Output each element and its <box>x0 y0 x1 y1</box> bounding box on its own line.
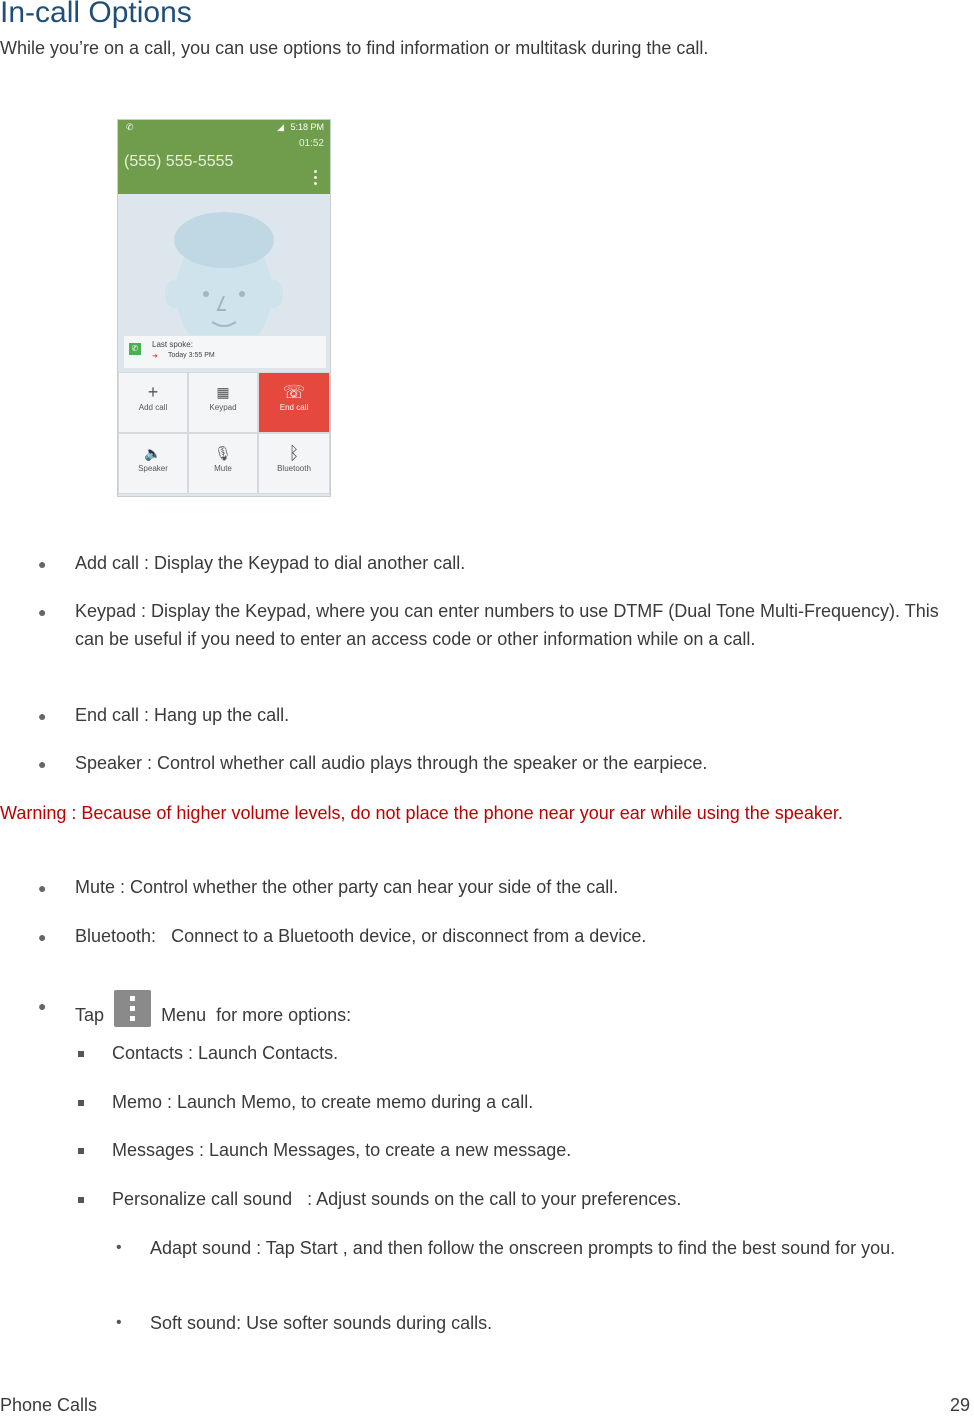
call-header <box>118 136 330 194</box>
end-call-label: End call <box>279 403 309 412</box>
tap-label: Tap <box>75 1005 105 1025</box>
status-time: 5:18 PM <box>290 122 324 132</box>
end-call-icon: ☏ <box>282 382 306 402</box>
mute-label: Mute <box>214 464 232 473</box>
bluetooth-label: Bluetooth <box>277 464 311 473</box>
plus-icon: + <box>147 382 159 402</box>
warning-text: Warning : Because of higher volume levels, do not place the phone near your ear while using the speaker. <box>0 803 843 823</box>
menu-icon <box>114 990 151 1027</box>
bullet-icon: ● <box>38 880 47 896</box>
square-bullet-icon <box>78 1197 84 1203</box>
menu-option-memo: Memo : Launch Memo, to create memo during a call. <box>112 1092 534 1112</box>
status-bar <box>118 120 330 136</box>
phone-number: (555) 555-5555 <box>124 153 234 170</box>
last-spoke-card <box>123 335 327 369</box>
speaker-icon: 🔈 <box>144 445 162 461</box>
call-duration: 01:52 <box>298 138 324 149</box>
list-item-add-call: Add call : Display the Keypad to dial another call. <box>75 553 466 573</box>
dot-bullet-icon: • <box>116 1239 122 1256</box>
page-number: 29 <box>949 1395 970 1415</box>
menu-option-messages: Messages : Launch Messages, to create a new message. <box>112 1140 572 1160</box>
square-bullet-icon <box>78 1100 84 1106</box>
list-item-speaker: Speaker : Control whether call audio plays through the speaker or the earpiece. <box>75 753 708 773</box>
more-options-icon[interactable] <box>314 170 318 188</box>
list-item-tap-menu <box>75 990 970 1031</box>
mute-button[interactable] <box>188 433 258 494</box>
keypad-button[interactable] <box>188 372 258 433</box>
keypad-icon: ▦ <box>216 384 230 400</box>
phone-icon: ✆ <box>129 343 141 355</box>
add-call-button[interactable] <box>118 372 188 433</box>
bullet-icon: ● <box>38 756 47 772</box>
footer-section: Phone Calls <box>0 1395 98 1415</box>
bullet-icon: ● <box>38 556 47 572</box>
call-controls <box>118 372 330 496</box>
bullet-icon: ● <box>38 929 47 945</box>
list-item-bluetooth: Bluetooth: Connect to a Bluetooth device, or disconnect from a device. <box>75 926 647 946</box>
square-bullet-icon <box>78 1051 84 1057</box>
square-bullet-icon <box>78 1148 84 1154</box>
in-call-screenshot <box>117 119 331 497</box>
signal-icon: ◢ <box>277 122 284 132</box>
dot-bullet-icon: • <box>116 1314 122 1331</box>
bullet-icon: ● <box>38 708 47 724</box>
intro-text: While you’re on a call, you can use options to find information or multitask during the call. <box>0 38 709 58</box>
menu-option-personalize: Personalize call sound : Adjust sounds on the call to your preferences. <box>112 1189 682 1209</box>
speaker-button[interactable] <box>118 433 188 494</box>
page-title: In-call Options <box>0 0 192 29</box>
menu-label: Menu for more options: <box>161 1005 352 1025</box>
last-spoke-time: Today 3:55 PM <box>168 352 215 359</box>
menu-option-contacts: Contacts : Launch Contacts. <box>112 1043 339 1063</box>
bullet-icon: ● <box>38 998 47 1014</box>
outgoing-arrow-icon: ➜ <box>152 353 158 360</box>
list-item-keypad: Keypad : Display the Keypad, where you can enter numbers to use DTMF (Dual Tone Multi-Frequency). This can be useful if you need to enter an access code or other information while on a call. <box>75 601 939 649</box>
add-call-label: Add call <box>138 403 168 412</box>
mute-icon: 🎙 <box>214 445 232 461</box>
end-call-button[interactable] <box>258 372 330 433</box>
sound-option-soft: Soft sound: Use softer sounds during calls. <box>150 1313 493 1333</box>
list-item-mute: Mute : Control whether the other party can hear your side of the call. <box>75 877 619 897</box>
speaker-label: Speaker <box>138 464 168 473</box>
list-item-end-call: End call : Hang up the call. <box>75 705 290 725</box>
bluetooth-icon: ᛒ <box>288 443 300 463</box>
call-status-icon: ✆ <box>126 122 134 132</box>
bluetooth-button[interactable] <box>258 433 330 494</box>
last-spoke-label: Last spoke: <box>152 340 193 349</box>
sound-option-adapt: Adapt sound : Tap Start , and then follow the onscreen prompts to find the best sound for you. <box>150 1238 896 1258</box>
keypad-label: Keypad <box>209 403 237 412</box>
bullet-icon: ● <box>38 604 47 620</box>
